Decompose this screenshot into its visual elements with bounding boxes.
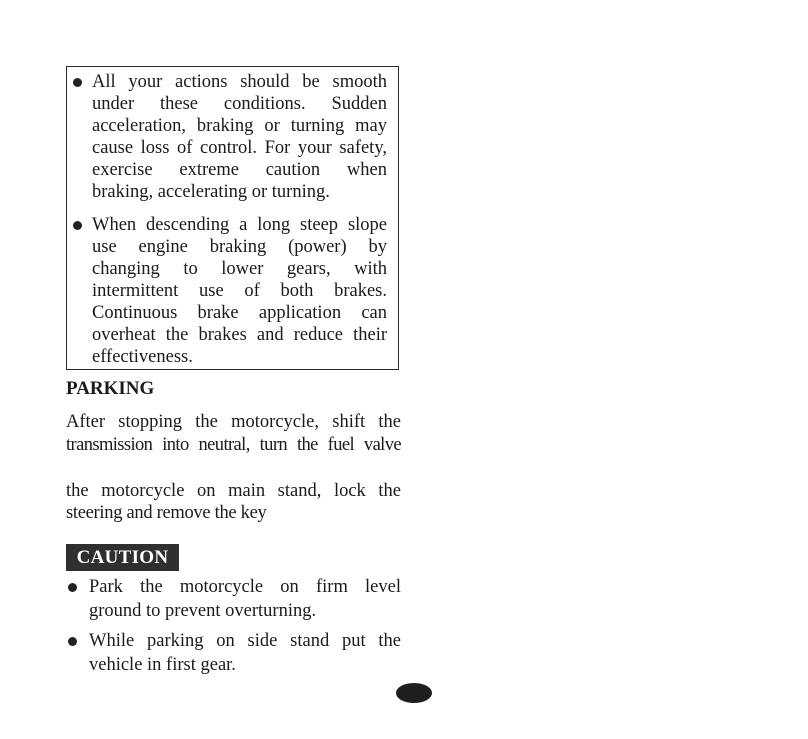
parking-para1-line: transmission into neutral, turn the fuel valve (66, 435, 401, 455)
box-bullet1-line: All your actions should be smooth (92, 72, 387, 92)
parking-para2-line: the motorcycle on main stand, lock the (66, 481, 401, 501)
bullet-dot-icon (68, 637, 77, 646)
parking-para1-line: After stopping the motorcycle, shift the (66, 412, 401, 432)
caution-bullet2-line: vehicle in first gear. (89, 655, 236, 675)
box-bullet2-line: changing to lower gears, with (92, 259, 387, 279)
box-bullet2-line: effectiveness. (92, 347, 193, 367)
box-bullet1-line: acceleration, braking or turning may (92, 116, 387, 136)
box-bullet1-line: cause loss of control. For your safety, (92, 138, 387, 158)
bullet-dot-icon (73, 78, 82, 87)
bullet-dot-icon (73, 221, 82, 230)
caution-label: CAUTION (66, 544, 179, 571)
caution-bullet1-line: Park the motorcycle on firm level (89, 577, 401, 597)
box-bullet2-line: When descending a long steep slope (92, 215, 387, 235)
parking-para2-line: steering and remove the key (66, 503, 267, 523)
box-bullet2-line: intermittent use of both brakes. (92, 281, 387, 301)
box-bullet1-line: under these conditions. Sudden (92, 94, 387, 114)
box-bullet2-line: use engine braking (power) by (92, 237, 387, 257)
caution-bullet1-line: ground to prevent overturning. (89, 601, 317, 621)
parking-heading: PARKING (66, 378, 155, 399)
box-bullet2-line: overheat the brakes and reduce their (92, 325, 387, 345)
box-bullet2-line: Continuous brake application can (92, 303, 387, 323)
riding-tips-box (66, 66, 399, 370)
box-bullet1-line: exercise extreme caution when (92, 160, 387, 180)
box-bullet1-line: braking, accelerating or turning. (92, 182, 330, 202)
caution-bullet2-line: While parking on side stand put the (89, 631, 401, 651)
page-number-oval (396, 683, 432, 703)
bullet-dot-icon (68, 583, 77, 592)
